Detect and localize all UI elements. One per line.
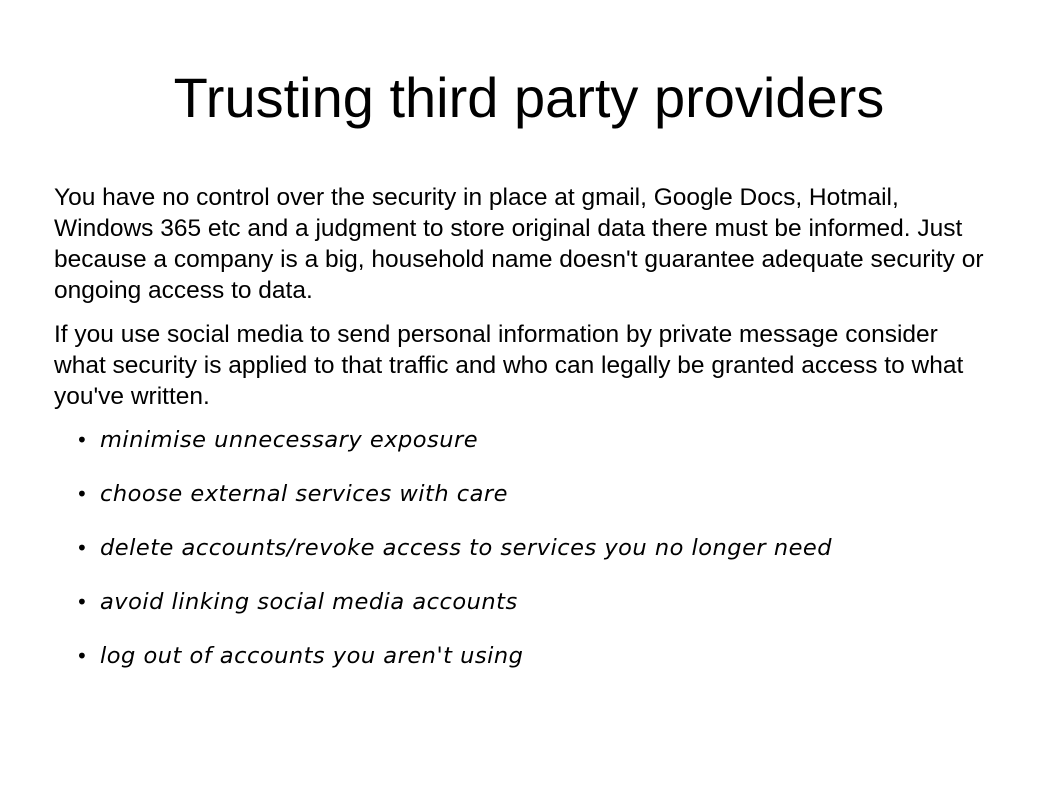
- paragraph: If you use social media to send personal information by private message consider what security is applied to that traffic and who can legally be granted access to what you've written.: [54, 321, 964, 410]
- bullet-icon: •: [76, 482, 89, 506]
- bullet-text: delete accounts/revoke access to services you no longer need: [100, 535, 833, 561]
- paragraph: You have no control over the security in place at gmail, Google Docs, Hotmail, Windows 365 etc and a judgment to store original data there must be informed. Just because a company is a big, household name doesn't guarantee adequate security or ongoing access to data.: [54, 184, 984, 304]
- bullet-item: [54, 533, 994, 563]
- bullet-icon: •: [76, 428, 89, 452]
- bullet-item: [54, 479, 994, 509]
- bullet-text: avoid linking social media accounts: [100, 589, 518, 615]
- bullet-item: [54, 587, 994, 617]
- bullet-text: choose external services with care: [100, 481, 509, 507]
- bullet-icon: •: [76, 590, 89, 614]
- bullet-icon: •: [76, 644, 89, 668]
- bullet-text: log out of accounts you aren't using: [100, 643, 524, 669]
- slide-content: [54, 182, 994, 695]
- bullet-text: minimise unnecessary exposure: [100, 427, 479, 453]
- bullet-list: [54, 425, 994, 671]
- bullet-item: [54, 641, 994, 671]
- bullet-icon: •: [76, 536, 89, 560]
- bullet-item: [54, 425, 994, 455]
- slide-title: Trusting third party providers: [173, 66, 885, 129]
